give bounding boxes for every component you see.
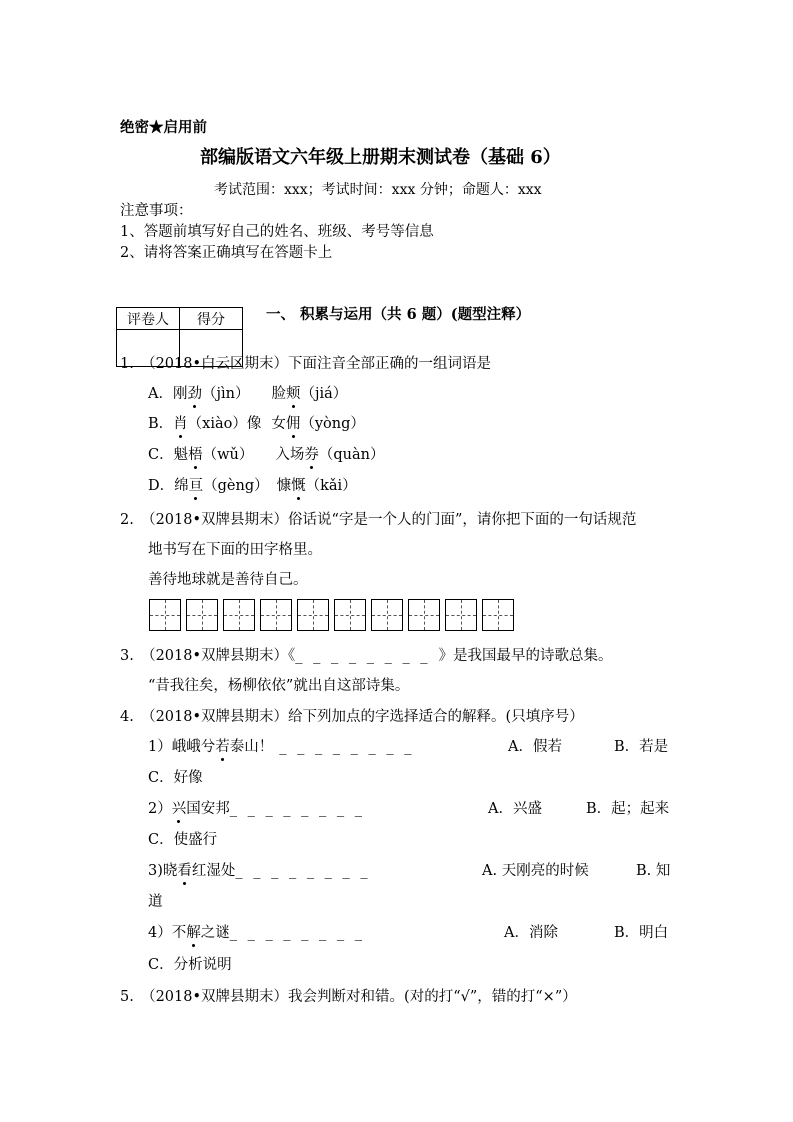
pinyin: （kǎi） bbox=[305, 478, 357, 494]
q1-option-b bbox=[148, 414, 365, 434]
dotted-char: 券 bbox=[304, 447, 319, 463]
q4-4-choice-c: C．分析说明 bbox=[148, 957, 232, 973]
pinyin: （wǔ） bbox=[202, 447, 254, 463]
pinyin: （yòng） bbox=[300, 416, 365, 432]
dotted-char: 兴 bbox=[171, 801, 187, 817]
answer-blank[interactable]: _ _ _ _ _ _ _ _ bbox=[279, 739, 415, 755]
score-header: 得分 bbox=[180, 308, 243, 330]
dotted-char: 若 bbox=[215, 739, 230, 755]
pinyin: （jìn） bbox=[201, 386, 250, 402]
item-text: 红湿处 bbox=[191, 863, 236, 879]
pinyin: （gèng） bbox=[203, 478, 269, 494]
question-2-stem-cont: 地书写在下面的田字格里。 bbox=[148, 542, 322, 558]
question-4-stem: 4. （2018•双牌县期末）给下列加点的字选择适合的解释。(只填序号） bbox=[120, 709, 584, 725]
tianzige-cell[interactable] bbox=[371, 599, 403, 631]
question-1-stem: 1. （2018•白云区期末）下面注音全部正确的一组词语是 bbox=[120, 356, 492, 372]
item-text: 3)晓 bbox=[148, 863, 178, 879]
page-title: 部编版语文六年级上册期末测试卷（基础 6） bbox=[200, 147, 561, 168]
option-word: 刚 bbox=[172, 386, 188, 402]
tianzige-cell[interactable] bbox=[186, 599, 218, 631]
exam-info: 考试范围：xxx；考试时间：xxx 分钟；命题人：xxx bbox=[214, 182, 542, 198]
pinyin: （quàn） bbox=[318, 447, 385, 463]
tianzige-cell[interactable] bbox=[408, 599, 440, 631]
pinyin: （xiào）像 bbox=[187, 416, 262, 432]
q4-2-choice-a: A．兴盛 bbox=[488, 801, 542, 817]
dotted-char: 颊 bbox=[285, 386, 301, 402]
tianzige-cell[interactable] bbox=[223, 599, 255, 631]
item-text: 4）不 bbox=[148, 925, 187, 941]
q4-item-3 bbox=[148, 861, 371, 881]
tianzige-grid bbox=[149, 599, 519, 631]
answer-blank[interactable]: _ _ _ _ _ _ _ _ bbox=[229, 801, 365, 817]
q1-option-c bbox=[148, 445, 384, 465]
q4-4-choice-b: B．明白 bbox=[614, 925, 669, 941]
option-word: 绵 bbox=[174, 478, 189, 494]
q4-1-choice-a: A．假若 bbox=[508, 739, 562, 755]
q4-3-choice-a: A. 天刚亮的时候 bbox=[482, 863, 589, 879]
secret-label: 绝密★启用前 bbox=[120, 119, 207, 136]
pinyin: （jiá） bbox=[300, 386, 348, 402]
notes-item: 1、答题前填写好自己的姓名、班级、考号等信息 bbox=[120, 224, 434, 240]
question-5-stem: 5. （2018•双牌县期末）我会判断对和错。(对的打“√”，错的打“×”） bbox=[120, 989, 577, 1005]
q4-1-choice-c: C．好像 bbox=[148, 770, 203, 786]
dotted-char: 佣 bbox=[285, 416, 301, 432]
dotted-char: 梧 bbox=[188, 447, 203, 463]
q4-item-2 bbox=[148, 799, 365, 819]
section-title: 一、 积累与运用（共 6 题）(题型注释） bbox=[266, 306, 531, 323]
option-word: 女 bbox=[271, 416, 286, 432]
item-text: 泰山！ bbox=[229, 739, 274, 755]
q4-item-1 bbox=[148, 737, 415, 757]
dotted-char: 肖 bbox=[173, 416, 188, 432]
question-2-stem: 2. （2018•双牌县期末）俗话说“字是一个人的门面”，请你把下面的一句话规范 bbox=[120, 512, 637, 528]
question-3-line2: “昔我往矣，杨柳依依”就出自这部诗集。 bbox=[148, 678, 410, 694]
item-text: 国安邦 bbox=[186, 801, 230, 817]
dotted-char: 解 bbox=[186, 925, 201, 941]
q3-suffix: 》是我国最早的诗歌总集。 bbox=[438, 648, 613, 664]
notes-heading: 注意事项： bbox=[120, 203, 193, 219]
option-label: C． bbox=[148, 447, 174, 463]
q4-item-4 bbox=[148, 923, 365, 943]
q4-3-choice-b: B. 知 bbox=[636, 863, 671, 879]
tianzige-cell[interactable] bbox=[260, 599, 292, 631]
dotted-char: 劲 bbox=[187, 386, 202, 402]
q1-option-d bbox=[148, 476, 357, 496]
grader-header: 评卷人 bbox=[117, 308, 180, 330]
tianzige-cell[interactable] bbox=[297, 599, 329, 631]
tianzige-cell[interactable] bbox=[445, 599, 477, 631]
q4-3-choice-b-cont: 道 bbox=[148, 894, 163, 910]
option-word: 脸 bbox=[271, 386, 286, 402]
question-2-sentence: 善待地球就是善待自己。 bbox=[148, 572, 308, 588]
item-text: 1）峨峨兮 bbox=[148, 739, 216, 755]
option-label: B． bbox=[148, 416, 174, 432]
q1-option-a bbox=[148, 384, 347, 404]
option-word: 入场 bbox=[275, 447, 305, 463]
answer-blank[interactable]: _ _ _ _ _ _ _ _ bbox=[295, 648, 431, 664]
option-label: A． bbox=[148, 386, 173, 402]
answer-blank[interactable]: _ _ _ _ _ _ _ _ bbox=[229, 925, 365, 941]
q4-4-choice-a: A．消除 bbox=[504, 925, 558, 941]
option-word: 魁 bbox=[173, 447, 189, 463]
item-text: 2） bbox=[148, 801, 172, 817]
dotted-char: 看 bbox=[177, 863, 192, 879]
answer-blank[interactable]: _ _ _ _ _ _ _ _ bbox=[235, 863, 371, 879]
q4-2-choice-b: B．起；起来 bbox=[586, 801, 670, 817]
item-text: 之谜 bbox=[200, 925, 230, 941]
q4-2-choice-c: C．使盛行 bbox=[148, 832, 218, 848]
option-label: D． bbox=[148, 478, 175, 494]
notes-item: 2、请将答案正确填写在答题卡上 bbox=[120, 245, 333, 261]
q3-prefix: 3. （2018•双牌县期末）《 bbox=[120, 648, 296, 664]
tianzige-cell[interactable] bbox=[149, 599, 181, 631]
question-3-stem bbox=[120, 646, 613, 666]
option-word: 慷 bbox=[276, 478, 292, 494]
q4-1-choice-b: B．若是 bbox=[614, 739, 669, 755]
dotted-char: 亘 bbox=[188, 478, 204, 494]
tianzige-cell[interactable] bbox=[334, 599, 366, 631]
dotted-char: 慨 bbox=[291, 478, 306, 494]
tianzige-cell[interactable] bbox=[482, 599, 514, 631]
